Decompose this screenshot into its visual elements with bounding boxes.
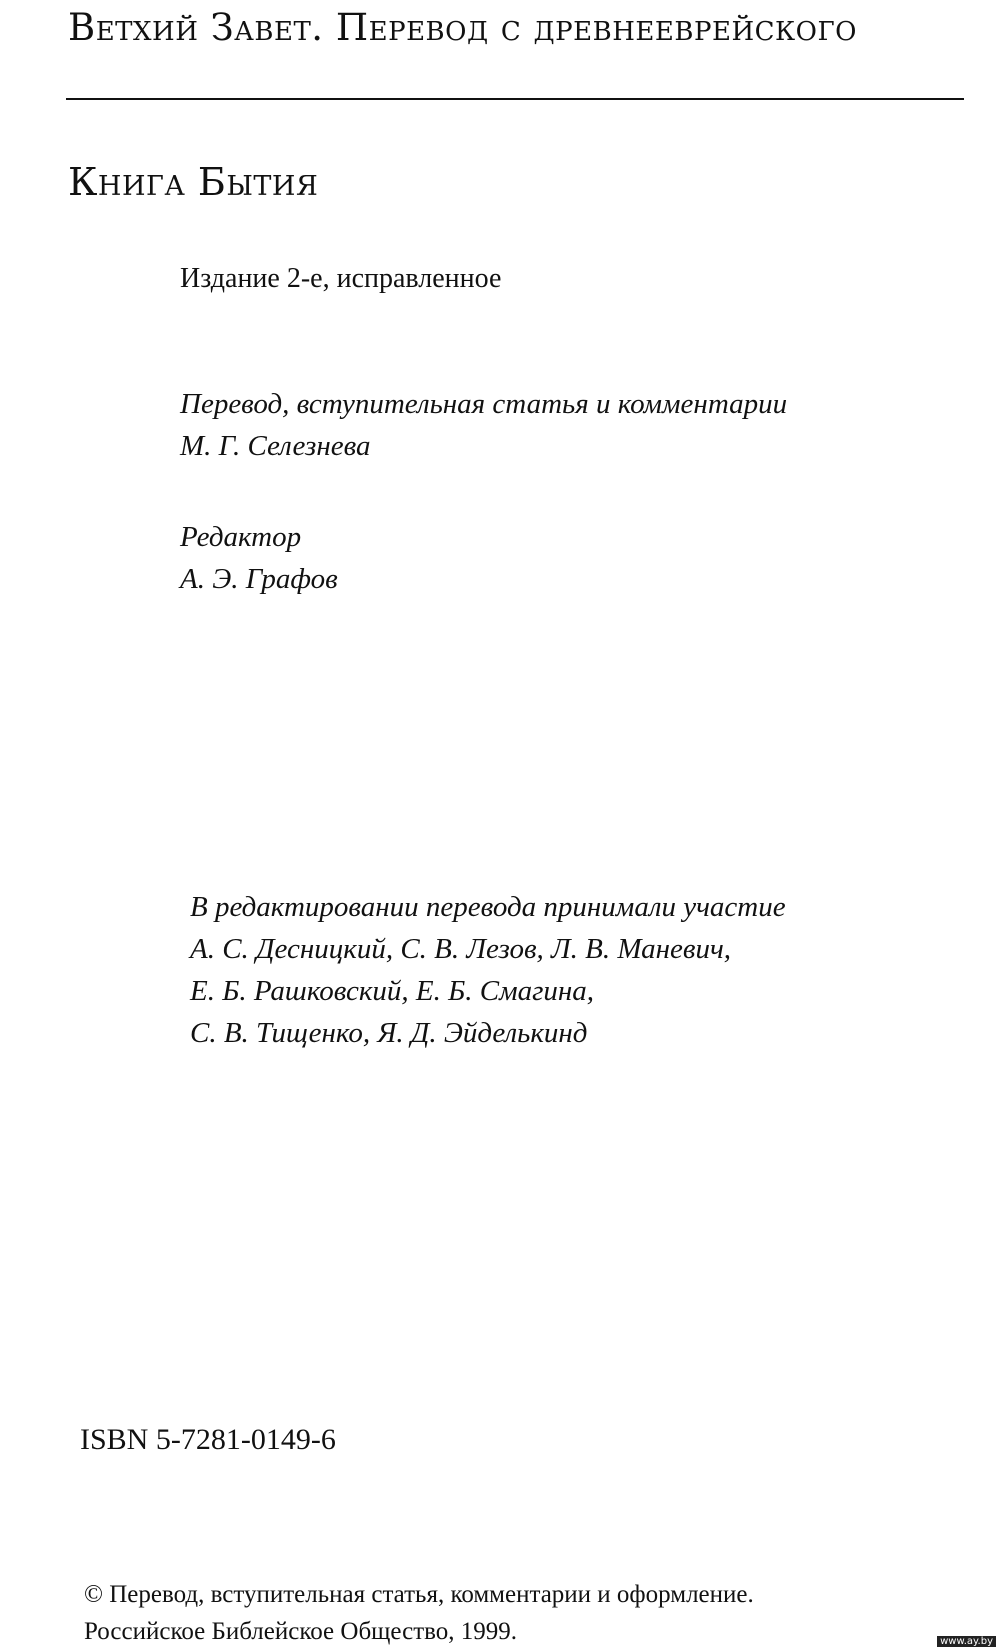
editor-role: Редактор	[180, 521, 302, 553]
copyright-line: © Перевод, вступительная статья, комментарии и оформление.	[84, 1581, 754, 1608]
edition-note: Издание 2-е, исправленное	[180, 263, 502, 294]
participants-line: А. С. Десницкий, С. В. Лезов, Л. В. Маневич,	[190, 933, 732, 965]
translation-role: Перевод, вступительная статья и комментарии	[180, 388, 788, 420]
participants-line: С. В. Тищенко, Я. Д. Эйделькинд	[190, 1017, 588, 1049]
editor-credit	[180, 516, 338, 600]
participants-heading: В редактировании перевода принимали участие	[190, 891, 786, 923]
copyright-line: Российское Библейское Общество, 1999.	[84, 1618, 518, 1645]
copyright-notice	[84, 1576, 754, 1650]
translation-person: М. Г. Селезнева	[180, 430, 371, 462]
series-title: Ветхий Завет. Перевод с древнееврейского	[68, 6, 857, 49]
watermark: www.ay.by	[937, 1636, 996, 1647]
participants-credit	[190, 886, 786, 1054]
book-title: Книга Бытия	[68, 160, 319, 204]
header-divider	[66, 98, 964, 100]
translation-credit	[180, 383, 787, 467]
editor-person: А. Э. Графов	[180, 563, 338, 595]
isbn: ISBN 5-7281-0149-6	[80, 1423, 336, 1456]
participants-line: Е. Б. Рашковский, Е. Б. Смагина,	[190, 975, 595, 1007]
